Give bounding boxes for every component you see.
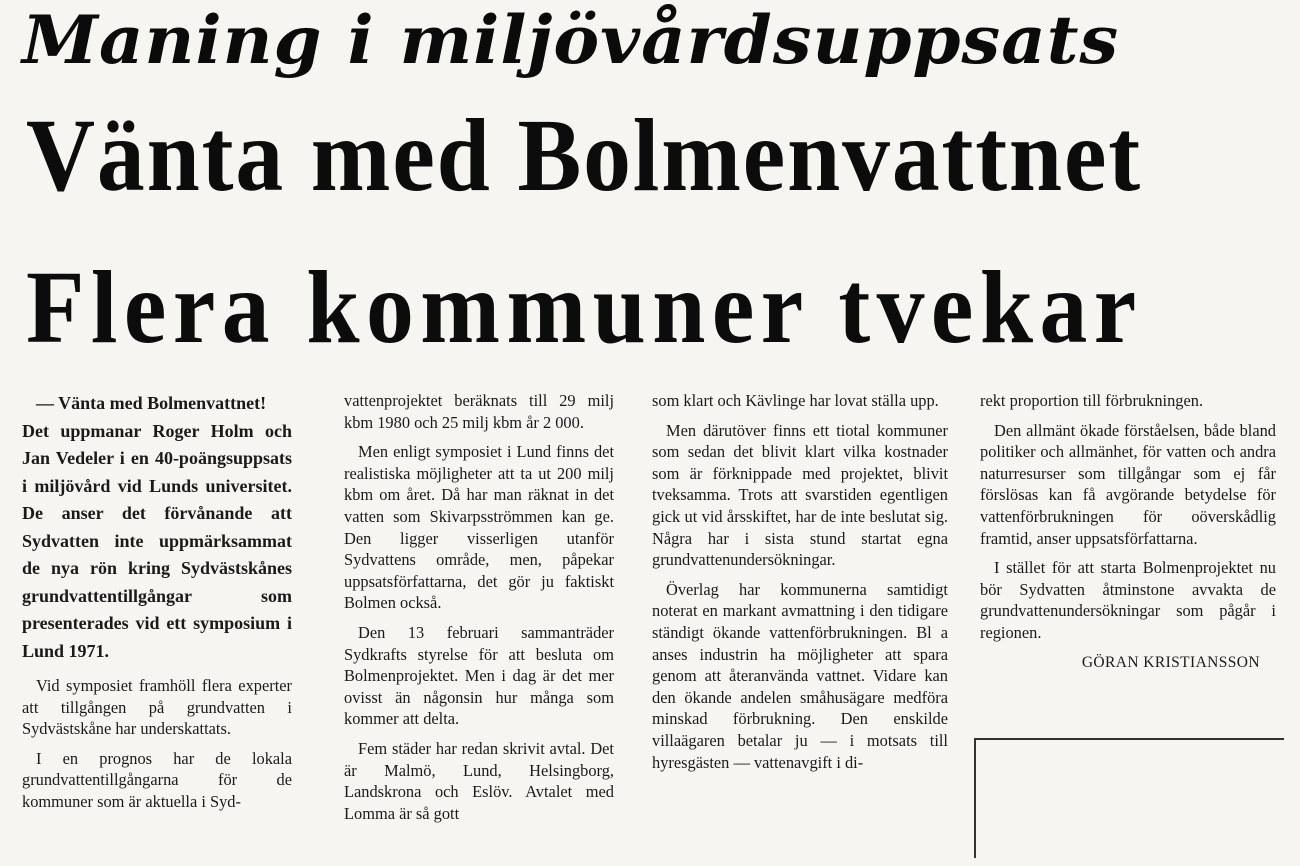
- paragraph: I en prognos har de lokala grundvattentillgångarna för de kommuner som är aktuella i Syd-: [22, 748, 292, 811]
- paragraph-continued: rekt proportion till förbrukningen.: [980, 391, 1204, 410]
- byline: GÖRAN KRISTIANSSON: [1081, 653, 1260, 671]
- paragraph: I stället för att starta Bolmenprojektet nu bör Sydvatten åtminstone avvakta de grundvattenundersökningar som pågår i regionen.: [980, 558, 1276, 642]
- lead-intro: — Vänta med Bolmenvattnet!: [36, 393, 267, 413]
- column-2: [344, 390, 614, 860]
- column-3: [652, 390, 948, 860]
- paragraph: Men därutöver finns ett tiotal kommuner som sedan det blivit klart vilka kostnader som är förknippade med projektet, blivit tveksamma. Trots att svarstiden egentligen gick ut vid årsskiftet, har de inte beslutat sig. Några har i sista stund startat egna grundvattenundersökningar.: [652, 420, 948, 570]
- lead-paragraph: [22, 390, 292, 665]
- paragraph: Den 13 februari sammanträder Sydkrafts styrelse för att besluta om Bolmenprojektet. Men i dag är det mer ovisst än någonsin hur många som kommer att delta.: [344, 622, 614, 729]
- paragraph: Den allmänt ökade förståelsen, både bland politiker och allmänhet, för vatten och andra naturresurser som tillgångar som ej får förslösas kan få avgörande betydelse för vattenförbrukningen för oöverskådlig framtid, anser uppsatsförfattarna.: [980, 420, 1276, 548]
- column-1: [22, 390, 292, 860]
- article-body: [22, 390, 1284, 860]
- sub-headline: Flera kommuner tvekar: [26, 250, 1143, 365]
- end-rule: [974, 738, 1284, 740]
- lead-body: Det uppmanar Roger Holm och Jan Vedeler i en 40-poängsuppsats i miljövård vid Lunds universitet. De anser det förvånande att Sydvatten inte uppmärksammat de nya rön kring Sydvästskånes grundvattentillgångar som presenterades vid ett symposium i Lund 1971.: [22, 420, 292, 661]
- paragraph: Överlag har kommunerna samtidigt noterat en markant avmattning i den tidigare ständigt ökande vattenförbrukningen. Bl a anses industrin ha möjligheter att spara genom att återanvända vattnet. Vidare kan den ökande andelen småhusägare medföra minskad förbrukning. Den enskilde villaägaren betalar ju — i motsats till hyresgästen — vattenavgift i di-: [652, 579, 948, 772]
- paragraph: Vid symposiet framhöll flera experter att tillgången på grundvatten i Sydvästskåne har underskattats.: [22, 676, 292, 739]
- kicker-heading: Maning i miljövårdsuppsats: [22, 1, 1120, 79]
- main-headline: Vänta med Bolmenvattnet: [26, 98, 1142, 213]
- paragraph: Men enligt symposiet i Lund finns det realistiska möjligheter att ta ut 200 milj kbm om året. Då har man räknat in det vatten som Skivarpsströmmen kan ge. Den ligger visserligen utanför Sydvattens område, men, påpekar uppsatsförfattarna, det gör ju faktiskt Bolmen också.: [344, 442, 614, 613]
- column-4: [980, 390, 1276, 860]
- paragraph: Fem städer har redan skrivit avtal. Det är Malmö, Lund, Helsingborg, Landskrona och Eslöv. Avtalet med Lomma är så gott: [344, 738, 614, 823]
- paragraph-continued: som klart och Kävlinge har lovat ställa upp.: [652, 391, 939, 410]
- paragraph-continued: vattenprojektet beräknats till 29 milj kbm 1980 och 25 milj kbm år 2 000.: [344, 391, 614, 432]
- end-rule-vertical: [974, 738, 976, 858]
